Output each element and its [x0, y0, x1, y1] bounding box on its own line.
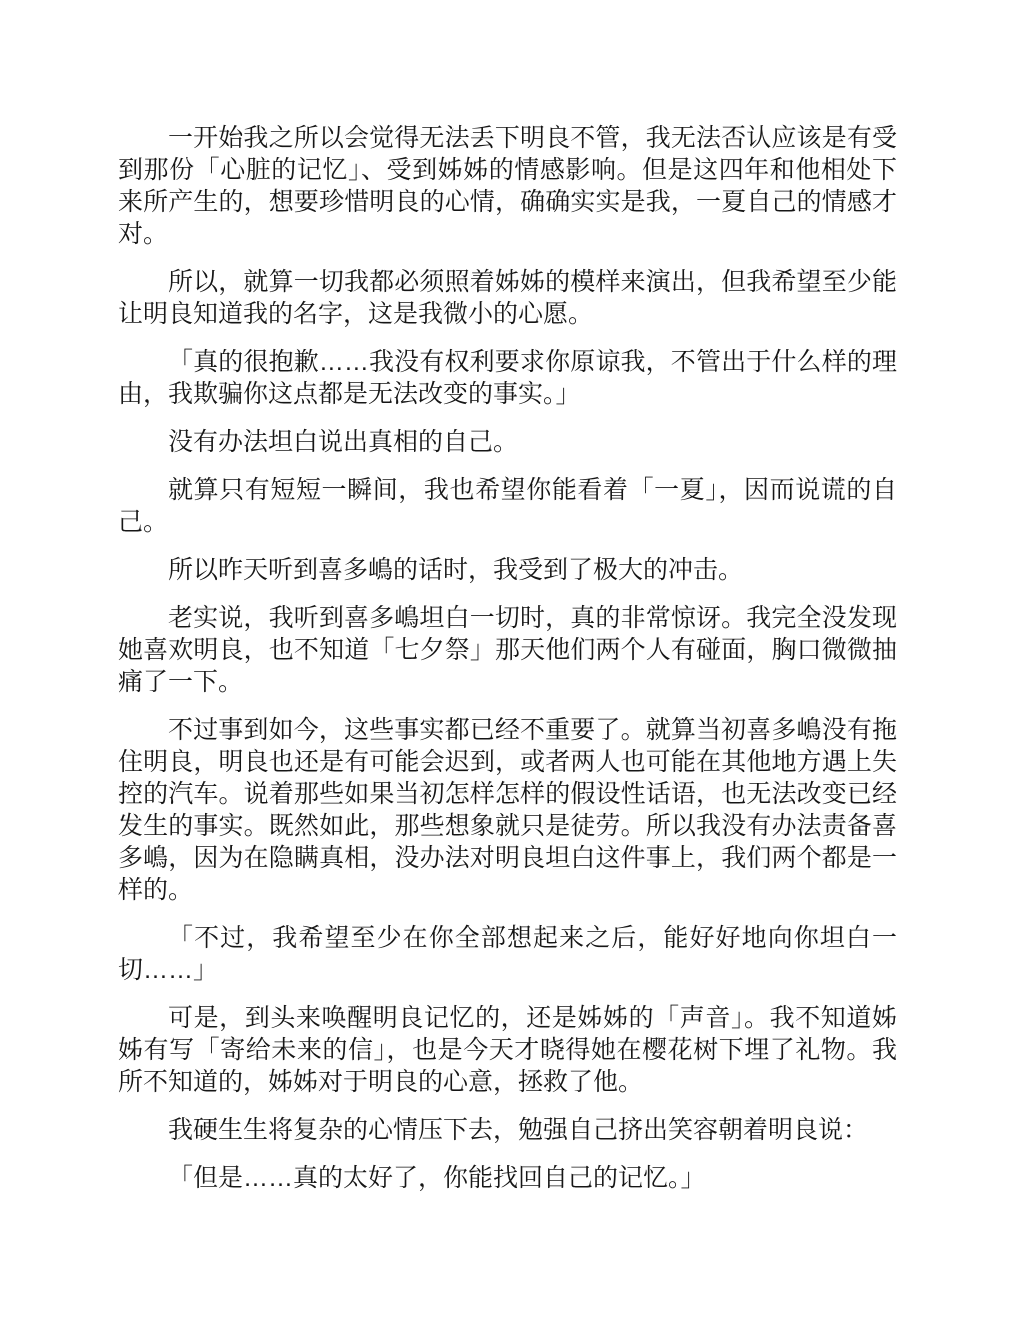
paragraph: 一开始我之所以会觉得无法丢下明良不管，我无法否认应该是有受到那份「心脏的记忆」、受到姊姊的情感影响。但是这四年和他相处下来所产生的，想要珍惜明良的心情，确确实实是我，一夏自己的情感才对。 [118, 124, 897, 248]
paragraph: 所以昨天听到喜多嶋的话时，我受到了极大的冲击。 [168, 556, 744, 584]
paragraph-quote: 「但是……真的太好了，你能找回自己的记忆。」 [168, 1164, 706, 1192]
paragraph-quote: 「不过，我希望至少在你全部想起来之后，能好好地向你坦白一切……」 [118, 924, 897, 984]
paragraph: 老实说，我听到喜多嶋坦白一切时，真的非常惊讶。我完全没发现她喜欢明良，也不知道「七夕祭」那天他们两个人有碰面，胸口微微抽痛了一下。 [118, 604, 897, 696]
paragraph: 就算只有短短一瞬间，我也希望你能看着「一夏」，因而说谎的自己。 [118, 476, 897, 536]
paragraph: 可是，到头来唤醒明良记忆的，还是姊姊的「声音」。我不知道姊姊有写「寄给未来的信」，也是今天才晓得她在樱花树下埋了礼物。我所不知道的，姊姊对于明良的心意，拯救了他。 [118, 1004, 897, 1096]
paragraph-quote: 「真的很抱歉……我没有权利要求你原谅我，不管出于什么样的理由，我欺骗你这点都是无法改变的事实。」 [118, 348, 897, 408]
paragraph: 不过事到如今，这些事实都已经不重要了。就算当初喜多嶋没有拖住明良，明良也还是有可能会迟到，或者两人也可能在其他地方遇上失控的汽车。说着那些如果当初怎样怎样的假设性话语，也无法改变已经发生的事实。既然如此，那些想象就只是徒劳。所以我没有办法责备喜多嶋，因为在隐瞒真相，没办法对明良坦白这件事上，我们两个都是一样的。 [118, 716, 897, 904]
paragraph: 所以，就算一切我都必须照着姊姊的模样来演出，但我希望至少能让明良知道我的名字，这是我微小的心愿。 [118, 268, 897, 328]
paragraph: 我硬生生将复杂的心情压下去，勉强自己挤出笑容朝着明良说： [168, 1116, 869, 1144]
paragraph: 没有办法坦白说出真相的自己。 [168, 428, 519, 456]
